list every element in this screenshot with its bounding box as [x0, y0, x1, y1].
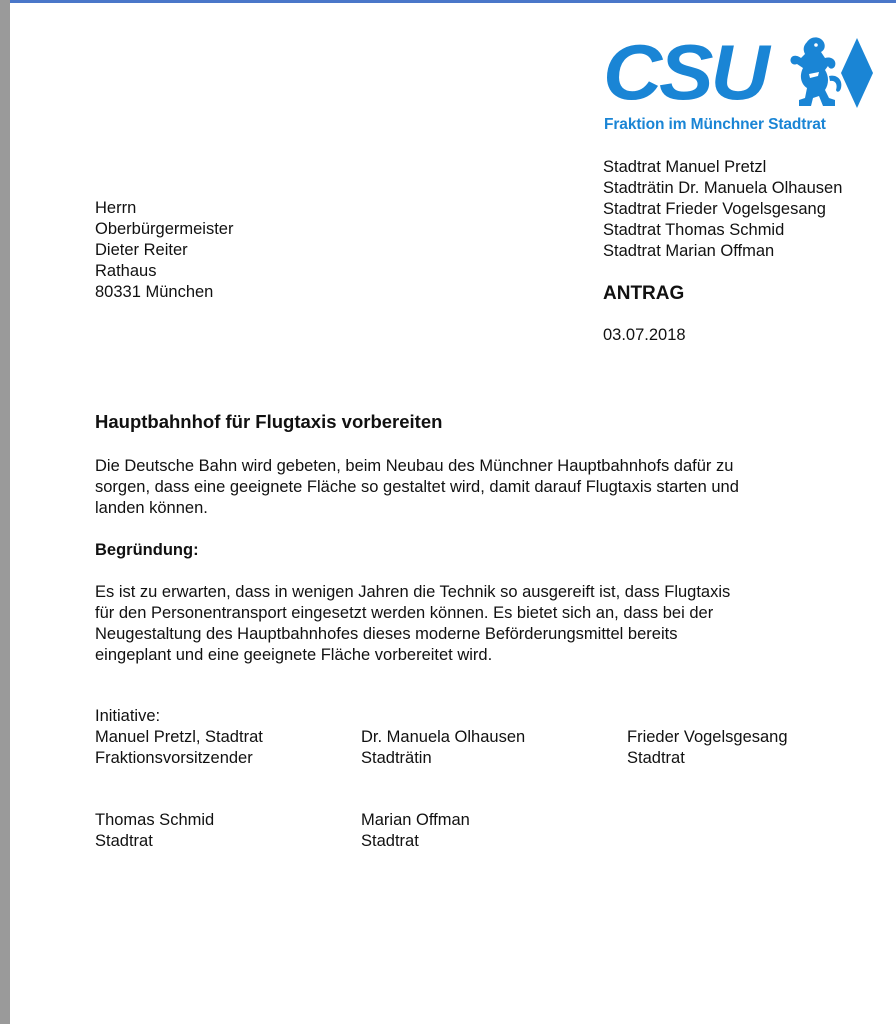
signatory-role: Fraktionsvorsitzender: [95, 749, 253, 767]
signatory: [627, 727, 788, 769]
address-line: Rathaus: [95, 262, 157, 280]
sender-list: [603, 157, 842, 262]
paragraph-line: für den Personentransport eingesetzt werden können. Es bietet sich an, dass bei der: [95, 604, 714, 622]
signatory-role: Stadträtin: [361, 749, 432, 767]
signatory-role: Stadtrat: [361, 832, 419, 850]
page-left-margin: [0, 0, 10, 1024]
bavarian-diamond-icon: [841, 38, 873, 108]
sender-line: Stadtrat Marian Offman: [603, 242, 775, 260]
sender-line: Stadtrat Manuel Pretzl: [603, 158, 767, 176]
reason-paragraph: [95, 582, 816, 666]
signatory-name: Dr. Manuela Olhausen: [361, 728, 526, 746]
page-title: Hauptbahnhof für Flugtaxis vorbereiten: [95, 411, 443, 432]
lion-icon: [785, 36, 845, 108]
signatory: [361, 810, 470, 852]
paragraph-line: Die Deutsche Bahn wird gebeten, beim Neubau des Münchner Hauptbahnhofs dafür zu: [95, 457, 734, 475]
address-line: Herrn: [95, 199, 137, 217]
logo-subtitle: Fraktion im Münchner Stadtrat: [604, 116, 826, 133]
address-line: Dieter Reiter: [95, 241, 188, 259]
paragraph-line: Neugestaltung des Hauptbahnhofes dieses moderne Beförderungsmittel bereits: [95, 625, 678, 643]
document-date: 03.07.2018: [603, 326, 686, 344]
signatory-name: Thomas Schmid: [95, 811, 215, 829]
sender-line: Stadtrat Thomas Schmid: [603, 221, 785, 239]
paragraph-line: landen können.: [95, 499, 208, 517]
recipient-address: [95, 198, 233, 303]
sender-line: Stadträtin Dr. Manuela Olhausen: [603, 179, 843, 197]
sender-line: Stadtrat Frieder Vogelsgesang: [603, 200, 826, 218]
signatory-name: Frieder Vogelsgesang: [627, 728, 788, 746]
reason-heading: Begründung:: [95, 541, 199, 559]
signatory: [95, 810, 214, 852]
paragraph-line: eingeplant und eine geeignete Fläche vorbereitet wird.: [95, 646, 493, 664]
address-line: 80331 München: [95, 283, 214, 301]
signatory-name: Marian Offman: [361, 811, 470, 829]
document-type: ANTRAG: [603, 283, 685, 304]
csu-logo: [603, 28, 873, 136]
window-top-border: [0, 0, 896, 3]
signatory-name: Manuel Pretzl, Stadtrat: [95, 728, 263, 746]
initiative-label: Initiative:: [95, 707, 161, 725]
signatory-role: Stadtrat: [627, 749, 685, 767]
signatory: [95, 727, 263, 769]
paragraph-line: Es ist zu erwarten, dass in wenigen Jahren die Technik so ausgereift ist, dass Flugtaxis: [95, 583, 731, 601]
signatory: [361, 727, 525, 769]
signatory-role: Stadtrat: [95, 832, 153, 850]
address-line: Oberbürgermeister: [95, 220, 234, 238]
request-paragraph: [95, 456, 816, 519]
paragraph-line: sorgen, dass eine geeignete Fläche so gestaltet wird, damit darauf Flugtaxis starten und: [95, 478, 739, 496]
logo-wordmark: CSU: [603, 28, 767, 116]
